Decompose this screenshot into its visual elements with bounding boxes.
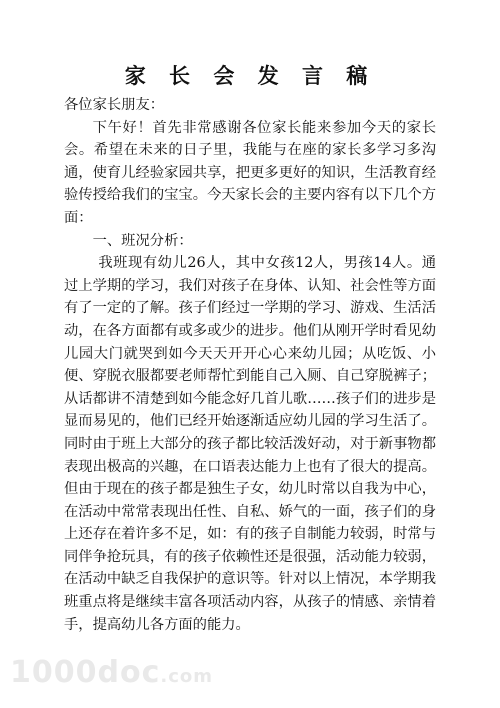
watermark-suffix: .com bbox=[160, 666, 214, 687]
salutation: 各位家长朋友： bbox=[64, 97, 165, 113]
section-heading-class-analysis: 一、班况分析： bbox=[92, 232, 193, 249]
document-title: 家 长 会 发 言 稿 bbox=[124, 64, 376, 88]
watermark-text: 1000doc bbox=[10, 655, 161, 690]
document-body bbox=[64, 94, 436, 636]
paragraph-class-analysis: 我班现有幼儿26人，其中女孩12人，男孩14人。通过上学期的学习，我们对孩子在身体、认知、社会性等方面有了一定的了解。孩子们经过一学期的学习、游戏、生活活动，在各方面都有或多或少的进步。他们从刚开学时看见幼儿园大门就哭到如今天天开开心心来幼儿园；从吃饭、小便、穿脱衣服都要老师帮忙到能自己入厕、自己穿脱裤子；从话都讲不清楚到如今能念好几首儿歌……孩子们的进步是显而易见的，他们已经开始逐渐适应幼儿园的学习生活了。同时由于班上大部分的孩子都比较活泼好动，对于新事物都表现出极高的兴趣，在口语表达能力上也有了很大的提高。但由于现在的孩子都是独生子女，幼儿时常以自我为中心，在活动中常常表现出任性、自私、娇气的一面，孩子们的身上还存在着许多不足，如：有的孩子自制能力较弱，时常与同伴争抢玩具，有的孩子依赖性还是很强，活动能力较弱，在活动中缺乏自我保护的意识等。针对以上情况，本学期我班重点将是继续丰富各项活动内容，从孩子的情感、亲情着手，提高幼儿各方面的能力。 bbox=[64, 255, 436, 633]
paragraph-greeting: 下午好！首先非常感谢各位家长能来参加今天的家长会。希望在未来的日子里，我能与在座的家长多学习多沟通，使育儿经验家园共享，把更多更好的知识，生活教育经验传授给我们的宝宝。今天家长会的主要内容有以下几个方面： bbox=[64, 119, 436, 226]
watermark-logo bbox=[10, 655, 213, 690]
